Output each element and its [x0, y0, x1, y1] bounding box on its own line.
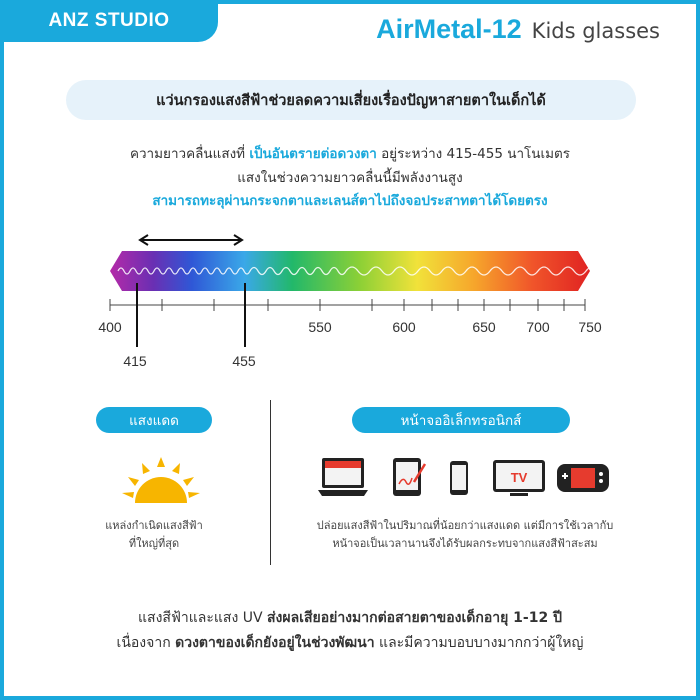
footer-line2-pre: เนื่องจาก [116, 635, 176, 651]
spectrum-svg [0, 225, 700, 375]
axis-label-650: 650 [472, 319, 496, 335]
headline-pill [66, 80, 636, 120]
screens-caption-line-1: ปล่อยแสงสีฟ้าในปริมาณที่น้อยกว่าแสงแดด แต่มีการใช้เวลากับ [316, 519, 614, 532]
sunlight-caption [96, 517, 212, 553]
tv-icon-text: TV [510, 470, 528, 485]
spectrum-bar [110, 251, 590, 291]
footer-line2-bold: ดวงตาของเด็กยังอยู่ในช่วงพัฒนา [175, 635, 375, 651]
marker-415-label: 415 [123, 353, 147, 369]
product-name: AirMetal-12 [376, 14, 522, 44]
footer-line1-pre: แสงสีฟ้าและแสง UV [138, 610, 268, 626]
axis-label-400: 400 [98, 319, 122, 335]
product-title [376, 14, 660, 45]
smartphone-icon [448, 460, 472, 498]
brand-name: ANZ STUDIO [0, 0, 218, 42]
intro-line1-post: อยู่ระหว่าง 415-455 นาโนเมตร [376, 146, 571, 162]
product-subtitle: Kids glasses [531, 19, 660, 43]
footer-line-2 [0, 632, 700, 654]
sunlight-label: แสงแดด [96, 407, 212, 433]
sun-icon [118, 455, 204, 505]
tv-icon [492, 458, 546, 498]
intro-line-3: สามารถทะลุผ่านกระจกตาและเลนส์ตาไปถึงจอประสาทตาได้โดยตรง [152, 193, 548, 209]
marker-455-label: 455 [232, 353, 256, 369]
sunlight-caption-line-2: ที่ใหญ่ที่สุด [128, 537, 180, 550]
intro-line-1 [0, 142, 700, 164]
sunlight-caption-line-1: แหล่งกำเนิดแสงสีฟ้า [105, 519, 203, 532]
laptop-icon [316, 456, 370, 498]
footer-line1-bold: ส่งผลเสียอย่างมากต่อสายตาของเด็กอายุ 1-12 ปี [267, 610, 562, 626]
tablet-icon [390, 456, 428, 498]
intro-line1-highlight: เป็นอันตรายต่อดวงตา [249, 146, 377, 162]
axis-label-600: 600 [392, 319, 416, 335]
screens-caption-line-2: หน้าจอเป็นเวลานานจึงได้รับผลกระทบจากแสงสีฟ้าสะสม [332, 537, 598, 550]
footer-line2-post: และมีความบอบบางมากกว่าผู้ใหญ่ [374, 635, 584, 651]
headline-text: แว่นกรองแสงสีฟ้าช่วยลดความเสี่ยงเรื่องปัญหาสายตาในเด็กได้ [156, 92, 546, 109]
footer-line-1 [0, 607, 700, 629]
section-divider [270, 400, 271, 565]
handheld-console-icon [556, 462, 610, 494]
axis-label-700: 700 [526, 319, 550, 335]
spectrum-diagram [0, 225, 700, 375]
axis-label-550: 550 [308, 319, 332, 335]
screens-label: หน้าจออิเล็กทรอนิกส์ [352, 407, 570, 433]
screens-caption [295, 517, 635, 553]
axis-label-750: 750 [578, 319, 602, 335]
intro-line1-pre: ความยาวคลื่นแสงที่ [129, 146, 250, 162]
intro-line-2: แสงในช่วงความยาวคลื่นนี้มีพลังงานสูง [237, 170, 463, 186]
